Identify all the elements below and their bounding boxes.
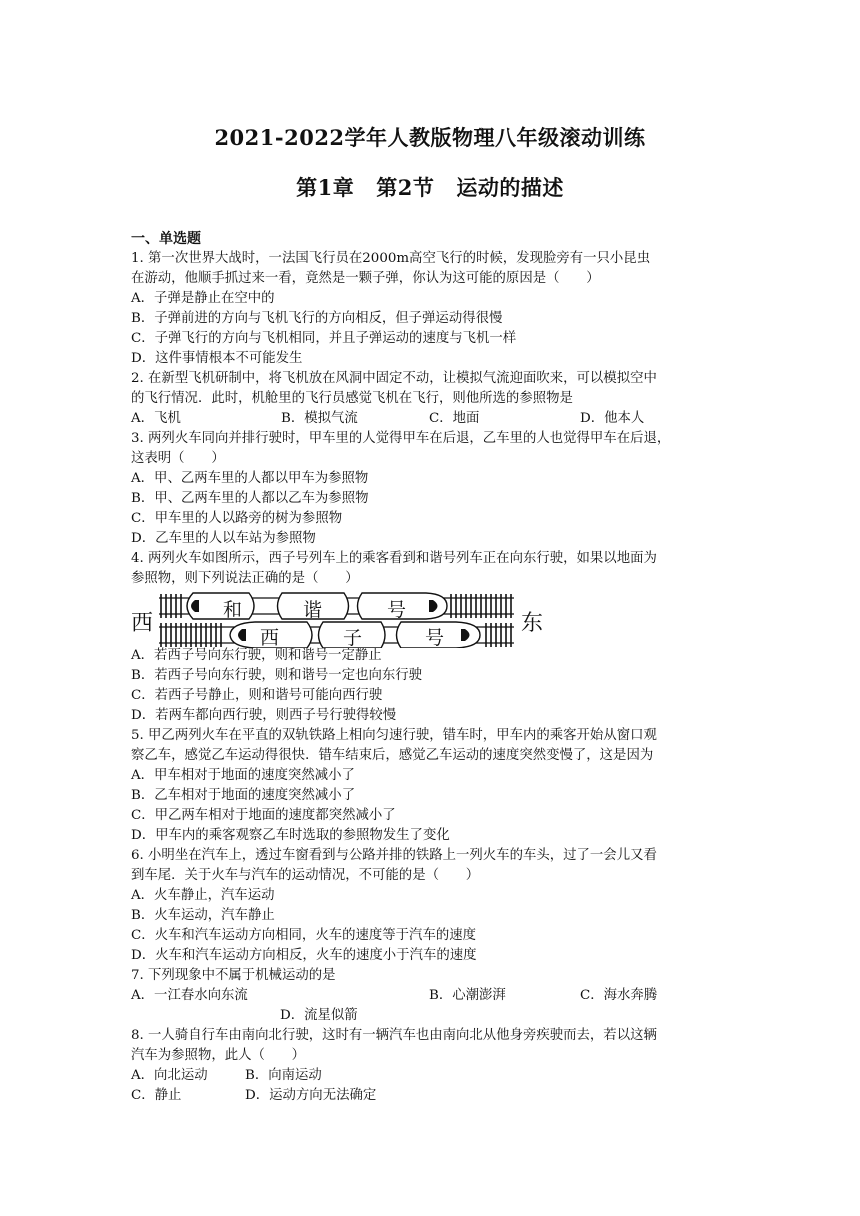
option-c: C．地面 xyxy=(429,411,480,426)
option-a: A．甲车相对于地面的速度突然减小了 xyxy=(131,768,355,783)
question-text: 5. 甲乙两列火车在平直的双轨铁路上相向匀速行驶，错车时，甲车内的乘客开始从窗口观 xyxy=(131,728,657,743)
options-row xyxy=(131,1086,731,1106)
question-4 xyxy=(131,549,731,726)
option-c: C．火车和汽车运动方向相同，火车的速度等于汽车的速度 xyxy=(131,928,477,943)
option-c: C．静止 xyxy=(131,1088,182,1103)
question-text: 参照物，则下列说法正确的是（ ） xyxy=(131,571,359,586)
option-b: B．模拟气流 xyxy=(281,411,358,426)
section-heading: 一、单选题 xyxy=(131,231,201,247)
document-title: 2021-2022学年人教版物理八年级滚动训练 xyxy=(214,125,646,150)
option-a: A．火车静止，汽车运动 xyxy=(131,888,275,903)
option-b: B．子弹前进的方向与飞机飞行的方向相反，但子弹运动得很慢 xyxy=(131,311,503,326)
option-c: C．甲车里的人以路旁的树为参照物 xyxy=(131,511,343,526)
question-text: 在游动，他顺手抓过来一看，竟然是一颗子弹，你认为这可能的原因是（ ） xyxy=(131,271,600,286)
option-c: C．甲乙两车相对于地面的速度都突然减小了 xyxy=(131,808,396,823)
chapter-label: 第1章 xyxy=(296,175,355,200)
question-1 xyxy=(131,249,731,369)
topic-label: 运动的描述 xyxy=(456,175,564,200)
train-figure xyxy=(131,592,731,649)
option-a: A．子弹是静止在空中的 xyxy=(131,291,275,306)
question-text: 2. 在新型飞机研制中，将飞机放在风洞中固定不动，让模拟气流迎面吹来，可以模拟空中 xyxy=(131,371,657,386)
option-d: D．火车和汽车运动方向相反，火车的速度小于汽车的速度 xyxy=(131,948,477,963)
option-a: A．飞机 xyxy=(131,411,181,426)
option-d: D．流星似箭 xyxy=(280,1008,358,1023)
east-label: 东 xyxy=(521,611,544,636)
question-6 xyxy=(131,846,731,966)
train-top-label-3: 号 xyxy=(387,599,407,621)
question-text: 7. 下列现象中不属于机械运动的是 xyxy=(131,968,336,983)
options-row xyxy=(131,409,731,429)
train-drawing xyxy=(131,592,521,648)
question-text: 察乙车，感觉乙车运动得很快．错车结束后，感觉乙车运动的速度突然变慢了，这是因为 xyxy=(131,748,654,763)
question-text: 8. 一人骑自行车由南向北行驶，这时有一辆汽车也由南向北从他身旁疾驶而去，若以这辆 xyxy=(131,1028,657,1043)
question-text: 4. 两列火车如图所示，西子号列车上的乘客看到和谐号列车正在向东行驶，如果以地面为 xyxy=(131,551,657,566)
train-top-label-2: 谐 xyxy=(303,599,323,621)
question-8 xyxy=(131,1026,731,1106)
option-d: D．甲车内的乘客观察乙车时选取的参照物发生了变化 xyxy=(131,828,450,843)
question-text: 6. 小明坐在汽车上，透过车窗看到与公路并排的铁路上一列火车的车头，过了一会儿又看 xyxy=(131,848,657,863)
option-d: D．若两车都向西行驶，则西子号行驶得较慢 xyxy=(131,708,397,723)
option-d: D．他本人 xyxy=(580,411,645,426)
question-2 xyxy=(131,369,731,429)
option-d: D．运动方向无法确定 xyxy=(245,1088,377,1103)
option-a: A．向北运动 xyxy=(131,1068,208,1083)
option-b: B．心潮澎湃 xyxy=(429,988,506,1003)
question-3 xyxy=(131,429,731,549)
question-text: 到车尾．关于火车与汽车的运动情况，不可能的是（ ） xyxy=(131,868,480,883)
question-text: 这表明（ ） xyxy=(131,451,225,466)
train-bottom-label-1: 西 xyxy=(260,627,280,649)
options-row xyxy=(131,1066,731,1086)
chapter-heading xyxy=(0,172,860,202)
option-b: B．火车运动，汽车静止 xyxy=(131,908,275,923)
question-5 xyxy=(131,726,731,846)
option-d: D．这件事情根本不可能发生 xyxy=(131,351,303,366)
train-top-label-1: 和 xyxy=(223,599,243,621)
option-a: A．若西子号向东行驶，则和谐号一定静止 xyxy=(131,648,382,663)
option-c: C．若西子号静止，则和谐号可能向西行驶 xyxy=(131,688,383,703)
question-7 xyxy=(131,966,731,1026)
option-b: B．乙车相对于地面的速度突然减小了 xyxy=(131,788,356,803)
option-b: B．向南运动 xyxy=(245,1068,322,1083)
section-label: 第2节 xyxy=(376,175,435,200)
options-row xyxy=(131,986,731,1006)
question-text: 3. 两列火车同向并排行驶时，甲车里的人觉得甲车在后退，乙车里的人也觉得甲车在后退， xyxy=(131,431,671,446)
train-bottom-label-2: 子 xyxy=(343,627,363,649)
question-text: 1. 第一次世界大战时，一法国飞行员在2000m高空飞行的时候，发现脸旁有一只小昆虫 xyxy=(131,251,651,266)
question-text: 汽车为参照物，此人（ ） xyxy=(131,1048,306,1063)
train-bottom-label-3: 号 xyxy=(425,627,445,649)
option-a: A．甲、乙两车里的人都以甲车为参照物 xyxy=(131,471,369,486)
west-label: 西 xyxy=(131,611,154,636)
option-c: C．子弹飞行的方向与飞机相同，并且子弹运动的速度与飞机一样 xyxy=(131,331,517,346)
option-a: A．一江春水向东流 xyxy=(131,988,248,1003)
question-list xyxy=(131,229,731,1106)
question-text: 的飞行情况．此时，机舱里的飞行员感觉飞机在飞行，则他所选的参照物是 xyxy=(131,391,573,406)
option-b: B．甲、乙两车里的人都以乙车为参照物 xyxy=(131,491,369,506)
option-c: C．海水奔腾 xyxy=(580,988,658,1003)
option-b: B．若西子号向东行驶，则和谐号一定也向东行驶 xyxy=(131,668,423,683)
option-d: D．乙车里的人以车站为参照物 xyxy=(131,531,316,546)
